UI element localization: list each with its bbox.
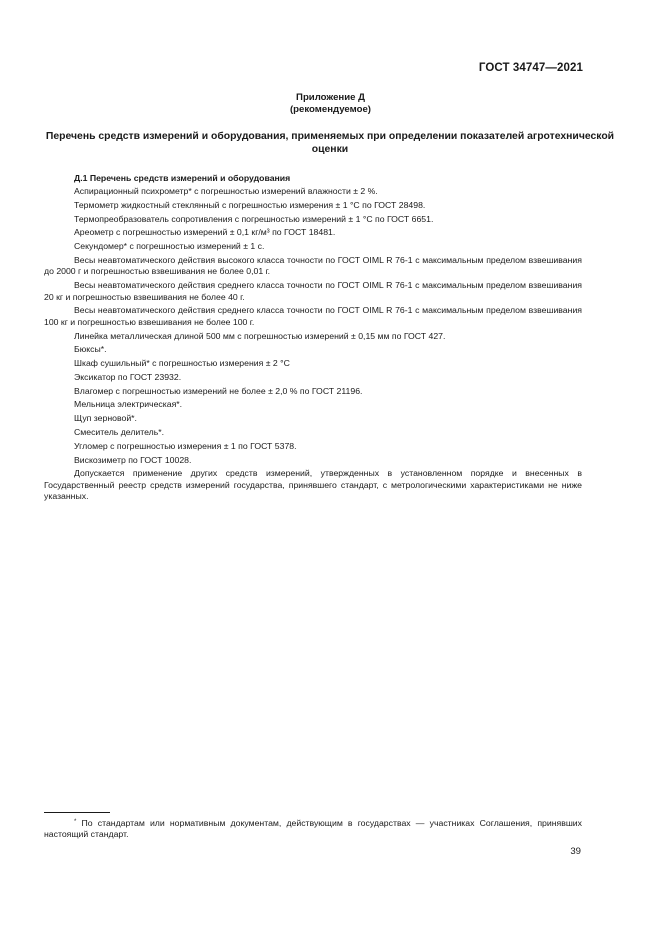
- list-item: Эксикатор по ГОСТ 23932.: [74, 371, 182, 382]
- footnote-mark: *: [74, 819, 77, 825]
- list-item: Ареометр с погрешностью измерений ± 0,1 кг/м³ по ГОСТ 18481.: [74, 227, 336, 238]
- document-title: Перечень средств измерений и оборудования, применяемых при определении показателей агротехнической оценки: [45, 131, 615, 155]
- list-item: Шкаф сушильный* с погрешностью измерения ± 2 °С: [74, 358, 290, 369]
- appendix-subtitle: (рекомендуемое): [289, 104, 371, 115]
- appendix-title: Приложение Д: [296, 92, 365, 103]
- list-item: Термопреобразователь сопротивления с погрешностью измерений ± 1 °С по ГОСТ 6651.: [74, 213, 434, 224]
- footnote-divider: [44, 812, 110, 813]
- closing-paragraph: Допускается применение других средств измерений, утвержденных в установленном порядке и внесенных в Государственный реестр средств измерений государства, принявшего стандарт, с метрологическими характеристиками не ниже указанных.: [44, 468, 582, 502]
- list-item: Весы неавтоматического действия среднего класса точности по ГОСТ OIML R 76-1 с максимальным пределом взвешивания 100 кг и погрешностью взвешивания не более 100 г.: [44, 305, 582, 327]
- list-item: Бюксы*.: [74, 344, 107, 355]
- document-body: [44, 173, 582, 505]
- list-item: Щуп зерновой*.: [74, 413, 137, 424]
- list-item: Весы неавтоматического действия высокого класса точности по ГОСТ OIML R 76-1 с максимальным пределом взвешивания до 2000 г и погрешностью взвешивания не более 0,01 г.: [44, 254, 582, 277]
- appendix-heading: [0, 92, 661, 116]
- list-item: Мельница электрическая*.: [74, 399, 183, 410]
- list-item: Угломер с погрешностью измерения ± 1 по ГОСТ 5378.: [74, 440, 297, 451]
- list-item: Линейка металлическая длиной 500 мм с погрешностью измерений ± 0,15 мм по ГОСТ 427.: [74, 330, 446, 341]
- list-item: Весы неавтоматического действия среднего класса точности по ГОСТ OIML R 76-1 с максимальным пределом взвешивания 20 кг и погрешностью взвешивания не более 40 г.: [44, 280, 582, 302]
- footnote: [44, 818, 582, 841]
- list-item: Термометр жидкостный стеклянный с погрешностью измерения ± 1 °С по ГОСТ 28498.: [74, 199, 426, 210]
- document-code: ГОСТ 34747—2021: [478, 62, 583, 74]
- list-item: Вискозиметр по ГОСТ 10028.: [74, 454, 192, 465]
- footnote-text: По стандартам или нормативным документам, действующим в государствах — участниках Соглашения, принявших настоящий стандарт.: [44, 818, 582, 840]
- list-item: Влагомер с погрешностью измерений не более ± 2,0 % по ГОСТ 21196.: [74, 385, 363, 396]
- list-item: Аспирационный психрометр* с погрешностью измерений влажности ± 2 %.: [74, 185, 378, 196]
- section-heading: Д.1 Перечень средств измерений и оборудования: [74, 173, 291, 183]
- page-number: 39: [570, 846, 581, 857]
- list-item: Смеситель делитель*.: [74, 427, 165, 438]
- list-item: Секундомер* с погрешностью измерений ± 1 с.: [74, 241, 265, 252]
